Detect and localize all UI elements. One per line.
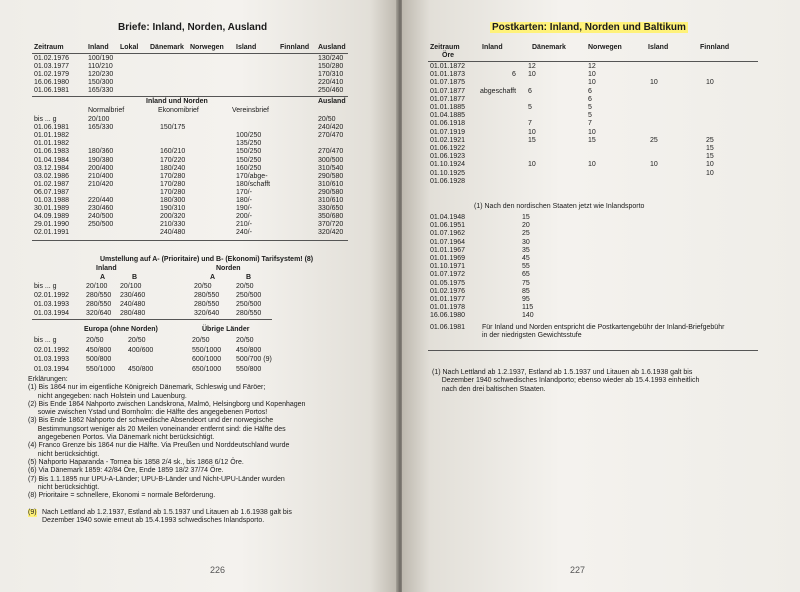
column-group: Übrige Länder: [202, 326, 250, 333]
table-cell: 170/280: [160, 180, 186, 188]
table-cell: 10: [588, 71, 596, 79]
table-cell: 25: [522, 230, 530, 238]
table-cell-date: 01.10.1971: [430, 263, 466, 271]
table-cell-date: 01.05.1975: [430, 279, 466, 287]
table-cell: 20/50: [318, 116, 336, 123]
table-cell-date: 01.03.1993: [34, 356, 70, 363]
table-cell: 450/800: [128, 365, 154, 373]
table-cell-date: 01.01.1978: [430, 304, 466, 312]
table-cell: 180/300: [160, 197, 186, 204]
table-cell: 450/800: [86, 346, 112, 354]
table-cell: 30: [522, 238, 530, 246]
table-cell: 95: [522, 296, 530, 303]
header-rule: [32, 53, 348, 54]
table-cell: 25: [650, 136, 658, 144]
table-cell: 250/500: [236, 292, 262, 299]
table-cell: 5: [588, 104, 592, 111]
table-cell: 15: [588, 136, 596, 144]
table-cell: 120/230: [88, 71, 114, 78]
table-cell-date: 01.07.1877: [430, 87, 466, 95]
table-cell: 160/250: [236, 164, 262, 172]
section-title: Umstellung auf A- (Prioritaire) und B- (Ekonomi) Tarifsystem! (8): [100, 256, 314, 263]
table-cell-date: 01.07.1877: [430, 95, 466, 103]
table-cell-date: 03.02.1986: [34, 172, 70, 180]
table-cell-date: 01.01.1969: [430, 255, 466, 262]
table-header: Zeitraum: [430, 44, 460, 51]
table-header: Norwegen: [190, 44, 224, 51]
table-cell: 210/330: [160, 221, 186, 229]
table-cell: 190/310: [160, 205, 186, 213]
table-cell-date: 01.07.1964: [430, 238, 466, 246]
table-cell: 130/240: [318, 55, 344, 62]
table-cell: 10: [528, 161, 536, 169]
column-group: Europa (ohne Norden): [84, 326, 158, 333]
table-cell: 220/440: [88, 197, 114, 204]
table-header: Finnland: [700, 44, 730, 51]
table-cell-date: 01.02.1987: [34, 180, 70, 188]
table-cell: 280/550: [194, 292, 220, 299]
table-cell: 240/420: [318, 124, 344, 132]
table-cell: 10: [528, 71, 536, 79]
table-cell-date: 01.03.1993: [34, 301, 70, 308]
table-cell-date: 01.07.1972: [430, 271, 466, 279]
table-cell: 10: [588, 161, 596, 169]
table-cell: 20/100: [86, 283, 108, 290]
table-cell-date: 01.03.1994: [34, 310, 70, 317]
table-cell: 450/800: [236, 346, 262, 354]
table-cell-date: 01.03.1994: [34, 365, 70, 373]
table-cell: 10: [706, 169, 714, 177]
table-cell: 170/-: [236, 188, 252, 196]
table-cell: 170/280: [160, 172, 186, 180]
table-cell: 150/300: [88, 79, 114, 86]
table-cell: 170/280: [160, 188, 186, 196]
table-cell: 10: [706, 161, 714, 169]
table-cell: 240/480: [120, 301, 146, 308]
table-cell-date: 01.03.1988: [34, 197, 70, 204]
table-cell: 250/500: [236, 301, 262, 308]
table-cell: 7: [588, 120, 592, 128]
table-cell: 210/400: [88, 172, 114, 180]
table-cell: 310/610: [318, 197, 344, 204]
table-cell: 250/500: [88, 221, 114, 229]
table-cell: 290/580: [318, 172, 344, 180]
table-cell: 25: [706, 136, 714, 144]
table-cell: 7: [528, 120, 532, 128]
table-cell: 280/480: [120, 310, 146, 317]
table-cell: 10: [588, 128, 596, 136]
table-cell: 400/600: [128, 346, 154, 354]
baltic-footnote: (1) Nach Lettland ab 1.2.1937, Estland ab 1.5.1937 und Litauen ab 1.6.1938 galt bis Dezember 1940 schwedisches Inlandporto; ebenso wieder ab 15.4.1993 einheitlich nach den drei baltischen Staaten.: [432, 369, 700, 393]
table-cell-date: 02.01.1992: [34, 346, 70, 354]
table-header: Island: [648, 44, 669, 51]
table-cell: 350/680: [318, 213, 344, 221]
table-cell-date: 01.10.1924: [430, 161, 466, 169]
table-cell: 5: [588, 112, 592, 120]
left-page: [0, 0, 398, 592]
note-9-marker: (9): [28, 509, 37, 516]
table-cell: 65: [522, 271, 530, 279]
table-cell: 210/-: [236, 221, 252, 229]
table-cell: 150/250: [236, 148, 262, 156]
table-header: Dänemark: [532, 44, 566, 51]
table-cell: 170/310: [318, 71, 344, 78]
note-9-text: Nach Lettland ab 1.2.1937, Estland ab 1.5.1937 und Litauen ab 1.6.1938 galt bis Dezember 1940 sowie erneut ab 15.4.1993 schwedisches Inlandsporto.: [42, 509, 292, 525]
table-cell-date: 02.01.1991: [34, 229, 70, 237]
right-page: [402, 0, 800, 592]
table-cell: 320/640: [194, 310, 220, 317]
explanation-notes: Erklärungen: (1) Bis 1864 nur im eigentliche Königreich Dänemark, Schleswig und Färöer; nicht angegeben: nach Holstein und Lauenburg. (2) Bis Ende 1864 Nahporto zwischen Landskrona, Malmö, Helsingborg und Kopenhagen sowie zwischen Ystad und Bornholm: die Hälfte des angegebenen Portos! (3) Bis Ende 1862 Nahporto der schwedische Absendeort und der norwegische Bestimmungsort weniger als 20 Meilen voneinander entfernt sind: die Hälfte des angegebenen Portos. Via Dänemark nicht berücksichtigt. (4) Franco Grenze bis 1864 nur die Hälfte. Via Preußen und Norddeutschland wurde nicht berücksichtigt. (5) Nahporto Haparanda - Tornea bis 1858 2/4 sk., bis 1868 6/12 Öre. (6) Via Dänemark 1859: 42/84 Öre, Ende 1859 18/2 37/74 Öre. (7) Bis 1.1.1895 nur UPU-A-Länder; UPU-B-Länder und Nicht-UPU-Länder wurden nicht berücksichtigt. (8) Prioritaire = schnellere, Ekonomi = normale Beförderung.: [28, 376, 306, 500]
table-cell: 6: [588, 87, 592, 95]
table-cell-date: bis ... g: [34, 283, 57, 290]
highlighted-title: Postkarten: Inland, Norden und Baltikum: [492, 22, 686, 33]
page-number: 226: [210, 565, 226, 575]
table-cell-date: 01.01.1977: [430, 296, 466, 303]
table-cell: 270/470: [318, 132, 344, 140]
table-cell-date: 01.06.1981: [430, 324, 466, 331]
header-rule: [428, 61, 758, 62]
table-cell: 75: [522, 279, 530, 287]
table-cell-date: 01.02.1976: [430, 287, 466, 295]
table-cell: 160/210: [160, 148, 186, 156]
table-cell-date: 01.06.1918: [430, 120, 466, 128]
table-cell-date: 01.06.1981: [34, 124, 70, 132]
table-cell: 15: [706, 153, 714, 161]
table-cell-date: 01.06.1983: [34, 148, 70, 156]
table-cell-date: 01.10.1925: [430, 169, 466, 177]
column-header: B: [132, 274, 138, 281]
table-cell: 15: [528, 136, 536, 144]
table-cell-date: 29.01.1990: [34, 221, 70, 229]
section-rule: [32, 319, 272, 320]
table-cell: 100/190: [88, 55, 114, 62]
table-cell: 240/500: [88, 213, 114, 221]
right-page-title: [490, 22, 688, 33]
table-cell: 20: [522, 222, 530, 230]
unit-header: Öre: [442, 52, 455, 59]
table-cell-date: 01.02.1921: [430, 136, 466, 144]
table-cell: 150/280: [318, 63, 344, 70]
table-header: Inland: [88, 44, 109, 51]
table-cell: 20/50: [86, 337, 104, 344]
table-cell: 20/50: [194, 283, 212, 290]
table-header: Lokal: [120, 44, 139, 51]
column-header: B: [246, 274, 252, 281]
table-cell-note: Für Inland und Norden entspricht die Postkartengebühr der Inland-Briefgebühr in der niedrigsten Gewichtsstufe: [482, 324, 725, 340]
table-cell-date: 01.06.1922: [430, 145, 466, 152]
table-cell: 15: [522, 214, 530, 221]
table-cell: 12: [588, 63, 596, 70]
table-cell-date: 01.07.1919: [430, 128, 466, 136]
table-cell: 165/330: [88, 124, 114, 132]
table-cell: 135/250: [236, 140, 262, 148]
table-cell-date: 16.06.1980: [34, 79, 70, 86]
table-header: Island: [236, 44, 257, 51]
table-cell: 370/720: [318, 221, 344, 229]
column-header: A: [210, 274, 216, 281]
table-cell: 140: [522, 312, 534, 320]
table-cell: abgeschafft: [480, 87, 517, 95]
table-cell: 180/360: [88, 148, 114, 156]
table-cell: 10: [528, 128, 536, 136]
table-cell-date: 04.09.1989: [34, 213, 70, 221]
table-cell: 600/1000: [192, 356, 222, 363]
table-cell-date: 30.01.1989: [34, 205, 70, 213]
table-cell: 115: [522, 304, 534, 312]
table-cell-date: 01.07.1875: [430, 79, 466, 87]
table-cell-date: 01.01.1872: [430, 63, 466, 70]
table-cell-date: bis ... g: [34, 116, 57, 123]
table-cell-date: 01.04.1885: [430, 112, 466, 120]
table-cell: 200/-: [236, 213, 252, 221]
table-cell: 170/220: [160, 156, 186, 164]
table-cell: 35: [522, 246, 530, 254]
table-cell-date: 01.01.1873: [430, 71, 466, 79]
table-cell: 200/320: [160, 213, 186, 221]
table-cell: 85: [522, 287, 530, 295]
table-header: Zeitraum: [34, 44, 64, 51]
table-cell-date: 02.01.1992: [34, 292, 70, 299]
table-cell: 240/480: [160, 229, 186, 237]
table-cell: 320/640: [86, 310, 112, 317]
table-cell: 20/50: [128, 337, 146, 344]
table-cell: 5: [528, 104, 532, 111]
table-cell: 6: [528, 87, 532, 95]
table-cell-date: bis ... g: [34, 337, 57, 344]
table-cell-date: 03.12.1984: [34, 164, 70, 172]
table-cell: 190/-: [236, 205, 252, 213]
table-cell-date: 01.04.1948: [430, 214, 466, 221]
table-cell: 300/500: [318, 156, 344, 164]
table-header: Ausland: [318, 44, 346, 51]
table-cell: 230/460: [120, 292, 146, 299]
section-rule: [32, 96, 348, 97]
table-cell-date: 01.03.1977: [34, 63, 70, 70]
table-cell: 10: [706, 79, 714, 87]
page-number: 227: [570, 565, 586, 575]
table-cell: 165/330: [88, 87, 114, 94]
table-cell: 15: [706, 145, 714, 152]
column-header: Ekonomibrief: [158, 107, 199, 114]
table-cell: 290/580: [318, 188, 344, 196]
table-cell: 280/550: [236, 310, 262, 317]
table-cell-date: 01.06.1951: [430, 222, 466, 230]
table-cell: 280/550: [86, 292, 112, 299]
table-cell-date: 06.07.1987: [34, 188, 70, 196]
table-cell: 12: [528, 63, 536, 70]
table-cell-date: 16.06.1980: [430, 312, 466, 320]
table-cell-date: 01.01.1982: [34, 132, 70, 140]
table-cell: 310/540: [318, 164, 344, 172]
table-cell: 150/175: [160, 124, 186, 132]
table-cell: 45: [522, 255, 530, 262]
table-cell: 230/460: [88, 205, 114, 213]
table-cell: 650/1000: [192, 365, 222, 373]
table-cell: 10: [650, 161, 658, 169]
left-page-title: Briefe: Inland, Norden, Ausland: [118, 22, 268, 33]
table-cell: 240/-: [236, 229, 252, 237]
table-cell-date: 01.04.1984: [34, 156, 70, 164]
table-cell: 6: [512, 71, 516, 79]
table-cell: 280/550: [86, 301, 112, 308]
table-cell: 110/210: [88, 63, 113, 70]
column-header: Vereinsbrief: [232, 107, 269, 114]
table-cell-date: 01.02.1976: [34, 55, 70, 62]
nordic-note: (1) Nach den nordischen Staaten jetzt wie Inlandsporto: [474, 203, 645, 210]
table-cell: 20/50: [236, 283, 254, 290]
table-cell-date: 01.01.1982: [34, 140, 70, 148]
table-cell: 500/800: [86, 356, 112, 363]
table-cell: 170/abge-: [236, 172, 268, 180]
table-cell: 150/250: [236, 156, 262, 164]
table-cell: 210/420: [88, 180, 114, 188]
table-cell: 180/schafft: [236, 180, 271, 188]
column-header: Normalbrief: [88, 107, 125, 114]
table-cell: 270/470: [318, 148, 344, 156]
table-cell: 310/610: [318, 180, 344, 188]
column-header: A: [100, 274, 106, 281]
section-rule: [32, 240, 348, 241]
column-group: Inland: [96, 265, 117, 272]
table-cell: 55: [522, 263, 530, 271]
table-cell: 550/1000: [192, 346, 222, 354]
table-cell: 190/380: [88, 156, 114, 164]
table-cell: 330/650: [318, 205, 344, 213]
table-cell: 200/400: [88, 164, 114, 172]
table-cell: 180/-: [236, 197, 252, 204]
table-header: Dänemark: [150, 44, 184, 51]
table-cell-date: 01.06.1981: [34, 87, 70, 94]
table-cell: 280/550: [194, 301, 220, 308]
table-cell: 100/250: [236, 132, 262, 140]
table-header: Inland: [482, 44, 503, 51]
table-cell: 220/410: [318, 79, 344, 86]
table-cell: 20/100: [88, 116, 110, 123]
section-header: Ausland: [318, 98, 346, 105]
table-cell-date: 01.01.1885: [430, 104, 466, 111]
table-cell: 180/240: [160, 164, 186, 172]
table-cell: 500/700 (9): [236, 356, 272, 363]
section-rule: [428, 350, 758, 351]
table-cell: 10: [588, 79, 596, 87]
section-title: Inland und Norden: [146, 98, 208, 105]
table-cell-date: 01.07.1962: [430, 230, 466, 238]
table-cell-date: 01.01.1967: [430, 246, 466, 254]
table-cell-date: 01.02.1979: [34, 71, 70, 78]
table-cell: 550/800: [236, 365, 262, 373]
table-cell: 250/460: [318, 87, 344, 94]
column-group: Norden: [216, 265, 241, 272]
table-cell: 550/1000: [86, 365, 116, 373]
table-cell: 320/420: [318, 229, 344, 237]
table-header: Norwegen: [588, 44, 622, 51]
table-cell: 6: [588, 95, 592, 103]
table-cell: 10: [650, 79, 658, 87]
table-cell-date: 01.06.1923: [430, 153, 466, 161]
table-cell: 20/50: [236, 337, 254, 344]
table-header: Finnland: [280, 44, 310, 51]
table-cell-date: 01.06.1928: [430, 177, 466, 185]
table-cell: 20/50: [192, 337, 210, 344]
table-cell: 20/100: [120, 283, 142, 290]
